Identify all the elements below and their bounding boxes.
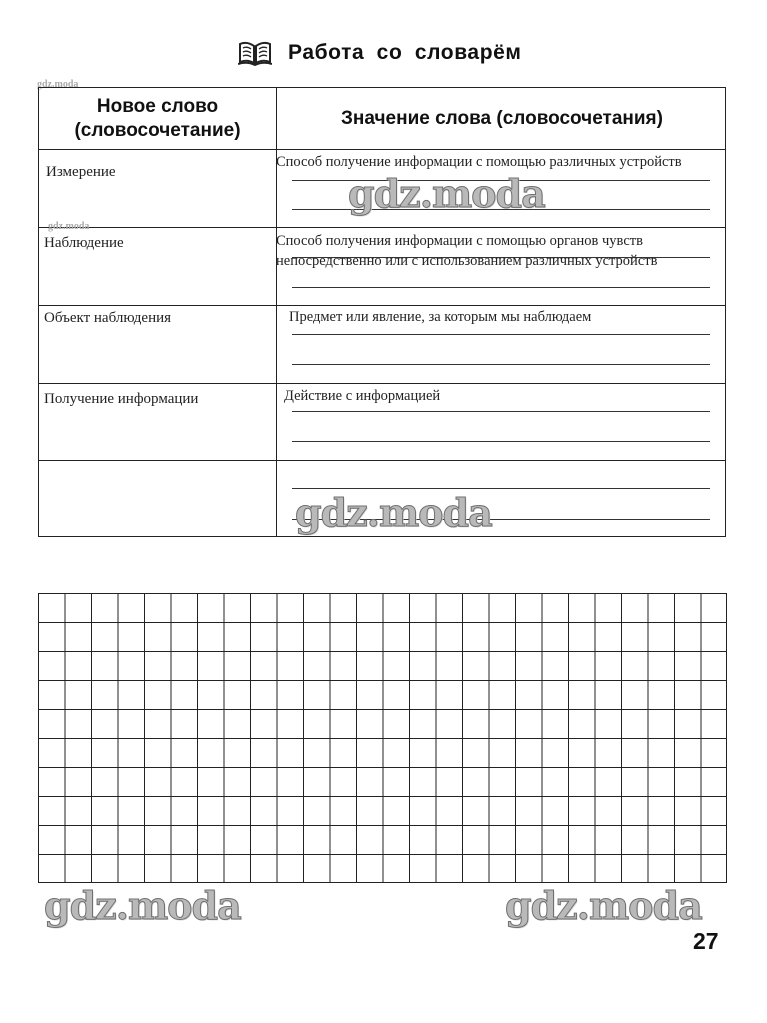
table-row-word: Объект наблюдения bbox=[44, 310, 172, 326]
writing-line bbox=[292, 209, 710, 210]
table-row-meaning: Способ получения информации с помощью органов чувств непосредственно или с использованием различных устройств bbox=[276, 233, 658, 269]
table-row-word: Наблюдение bbox=[44, 235, 124, 251]
writing-line bbox=[292, 519, 710, 520]
watermark: gdz.moda bbox=[295, 490, 492, 535]
writing-line bbox=[292, 180, 710, 181]
watermark: gdz.moda bbox=[44, 883, 241, 928]
title-text: Работа со словарём bbox=[288, 41, 522, 64]
watermark: gdz.moda bbox=[505, 883, 702, 928]
table-row-meaning: Действие с информацией bbox=[284, 388, 441, 404]
page-title bbox=[238, 36, 522, 70]
writing-line bbox=[292, 364, 710, 365]
table-row-word: Измерение bbox=[46, 164, 116, 180]
watermark: gdz.moda bbox=[348, 171, 545, 216]
square-grid bbox=[38, 593, 727, 883]
row-divider bbox=[39, 460, 725, 461]
table-row-meaning: Способ получение информации с помощью различных устройств bbox=[276, 154, 682, 170]
writing-line bbox=[292, 441, 710, 442]
page-number: 27 bbox=[693, 928, 719, 954]
writing-line bbox=[292, 334, 710, 335]
watermark-small-top: gdz.moda bbox=[37, 79, 79, 90]
header-row-divider bbox=[39, 149, 725, 150]
row-divider bbox=[39, 383, 725, 384]
open-book-icon bbox=[238, 40, 272, 66]
writing-line bbox=[292, 411, 710, 412]
column-header-meaning: Значение слова (словосочетания) bbox=[341, 108, 663, 129]
vocabulary-table bbox=[38, 87, 726, 537]
column-header-word: Новое слово (словосочетание) bbox=[74, 96, 241, 141]
writing-line bbox=[292, 257, 710, 258]
row-divider bbox=[39, 305, 725, 306]
writing-line bbox=[292, 287, 710, 288]
writing-line bbox=[292, 488, 710, 489]
row-divider bbox=[39, 227, 725, 228]
table-row-meaning: Предмет или явление, за которым мы наблюдаем bbox=[289, 309, 592, 325]
watermark-small-mid: gdz.moda bbox=[48, 221, 90, 232]
table-row-word: Получение информации bbox=[44, 391, 199, 407]
